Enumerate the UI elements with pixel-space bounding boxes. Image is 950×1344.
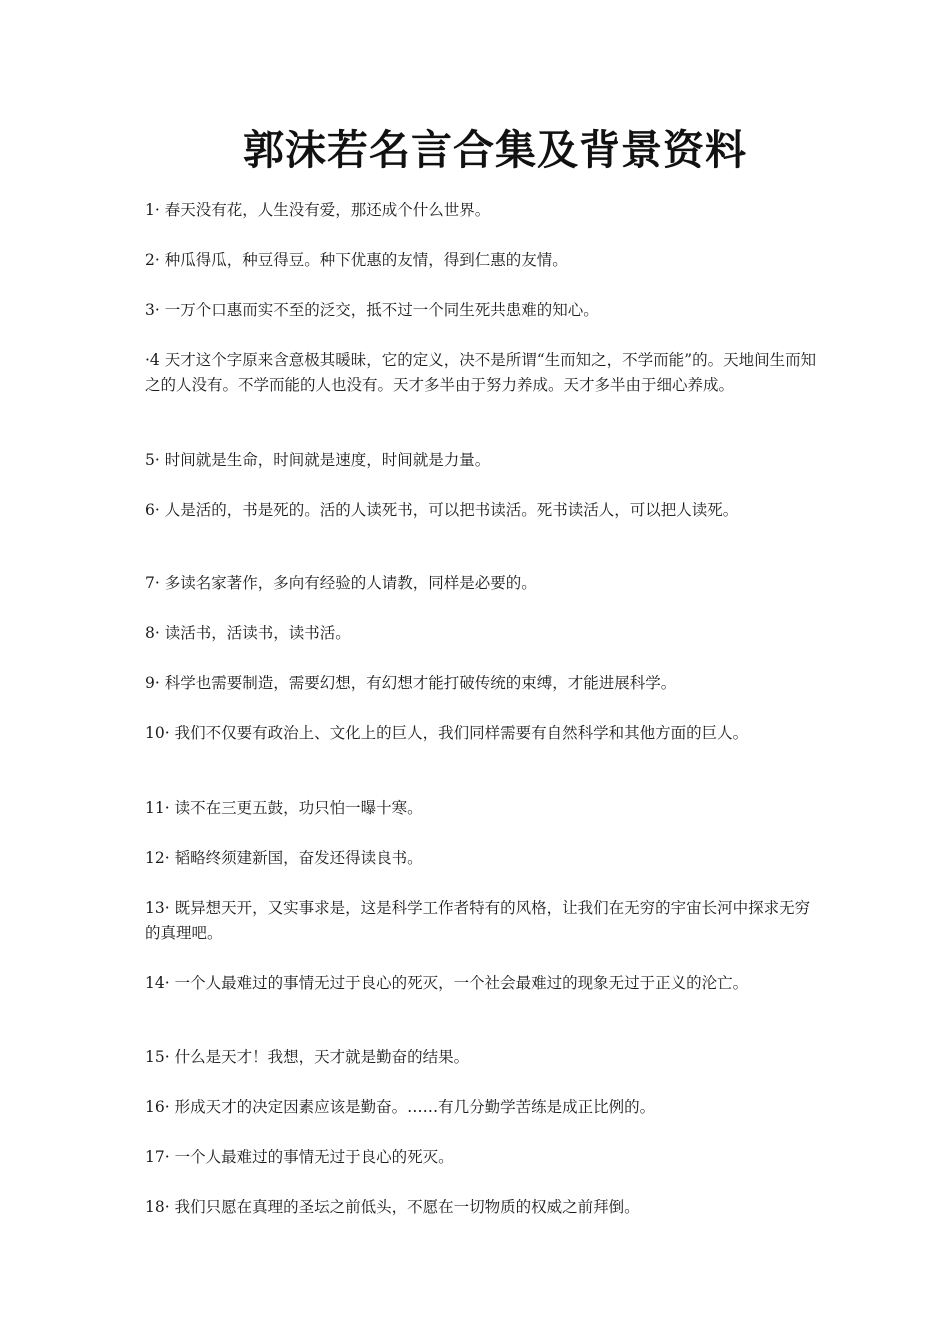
- document-title: 郭沫若名言合集及背景资料: [243, 126, 747, 174]
- quote-16: 16· 形成天才的决定因素应该是勤奋。……有几分勤学苦练是成正比例的。: [145, 1098, 656, 1116]
- quote-15: 15· 什么是天才！我想，天才就是勤奋的结果。: [145, 1048, 470, 1066]
- quote-3: 3· 一万个口惠而实不至的泛交，抵不过一个同生死共患难的知心。: [145, 301, 599, 319]
- quote-9: 9· 科学也需要制造，需要幻想，有幻想才能打破传统的束缚，才能进展科学。: [145, 674, 677, 692]
- quote-17: 17· 一个人最难过的事情无过于良心的死灭。: [145, 1148, 454, 1166]
- quote-5: 5· 时间就是生命，时间就是速度，时间就是力量。: [145, 451, 491, 469]
- quote-13: 13· 既异想天开，又实事求是，这是科学工作者特有的风格，让我们在无穷的宇宙长河中探求无穷的真理吧。: [145, 899, 811, 942]
- quote-7: 7· 多读名家著作，多向有经验的人请教，同样是必要的。: [145, 574, 537, 592]
- quote-4: ·4 天才这个字原来含意极其暖昧，它的定义，决不是所谓“生而知之，不学而能”的。天地间生而知之的人没有。不学而能的人也没有。天才多半由于努力养成。天才多半由于细心养成。: [145, 351, 817, 394]
- quote-11: 11· 读不在三更五鼓，功只怕一曝十寒。: [145, 799, 423, 817]
- quote-18: 18· 我们只愿在真理的圣坛之前低头，不愿在一切物质的权威之前拜倒。: [145, 1198, 640, 1216]
- quote-14: 14· 一个人最难过的事情无过于良心的死灭，一个社会最难过的现象无过于正义的沦亡。: [145, 974, 749, 992]
- quote-2: 2· 种瓜得瓜，种豆得豆。种下优惠的友情，得到仁惠的友情。: [145, 251, 568, 269]
- quote-6: 6· 人是活的，书是死的。活的人读死书，可以把书读活。死书读活人，可以把人读死。: [145, 501, 739, 519]
- quote-8: 8· 读活书，活读书，读书活。: [145, 624, 351, 642]
- quote-12: 12· 韬略终须建新国，奋发还得读良书。: [145, 849, 423, 867]
- quote-1: 1· 春天没有花，人生没有爱，那还成个什么世界。: [145, 201, 491, 219]
- quote-10: 10· 我们不仅要有政治上、文化上的巨人，我们同样需要有自然科学和其他方面的巨人。: [145, 724, 749, 742]
